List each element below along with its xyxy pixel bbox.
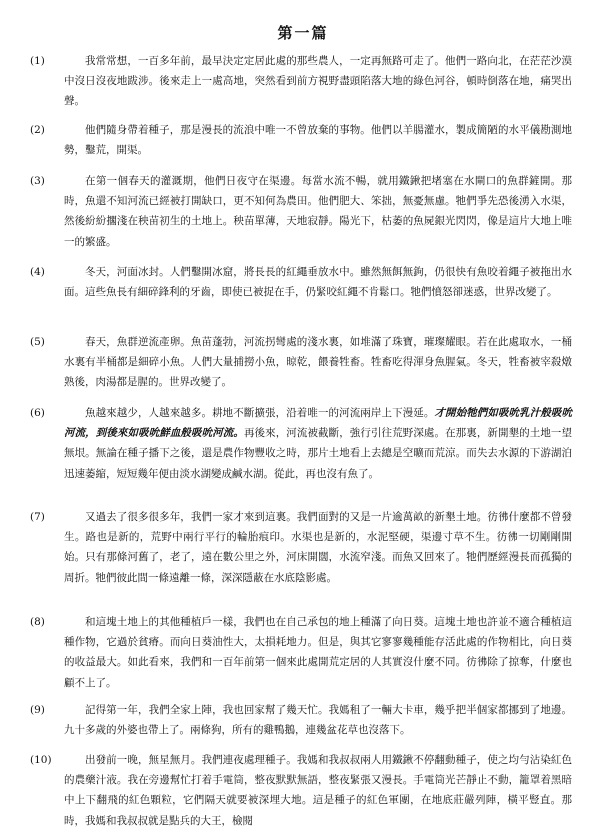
paragraph-number: (5) (30, 336, 45, 348)
paragraph-number: (1) (30, 55, 45, 67)
paragraph-text: 冬天，河面冰封。人們鑿開冰窟，將長長的紅繩垂放水中。雖然無餌無鉤，仍很快有魚咬着繩子被拖出水面。這些魚長有細碎鋒利的牙齒，即使已被捉在手，仍緊咬紅繩不肯鬆口。牠們憤怒卻迷惑，世界改變了。 (64, 266, 572, 299)
paragraph-text: 我常常想，一百多年前，最早決定定居此處的那些農人，一定再無路可走了。他們一路向北，在茫茫沙漠中沒日沒夜地跋涉。後來走上一處高地，突然看到前方視野盡頭陷落大地的綠色河谷，頓時倒落在地，痛哭出聲。 (64, 55, 572, 108)
paragraph-text: 記得第一年，我們全家上陣，我也回家幫了幾天忙。我媽租了一輛大卡車，幾乎把半個家都挪到了地邊。九十多歲的外婆也帶上了。兩條狗，所有的雞鴨鵝，連幾盆花草也沒落下。 (64, 704, 572, 737)
paragraph-text: 出發前一晚，無星無月。我們連夜處理種子。我媽和我叔叔兩人用鐵鍬不停翻動種子，使之均勻沾染紅色的農藥汁液。我在旁邊幫忙打着手電筒，整夜默默無語，整夜緊張又漫長。手電筒光芒靜止不動，籠罩着黑暗中上下翻飛的紅色顆粒，它們隔天就要被深埋大地。這是種子的紅色軍團，在地底莊嚴列陣，橫平豎直。那時，我媽和我叔叔就是點兵的大王，檢閱 (64, 754, 572, 827)
paragraph-number: (7) (30, 511, 45, 523)
paragraph-text (64, 403, 572, 484)
paragraph-text-plain: 魚越來越少，人越來越多。耕地不斷擴張，沿着唯一的河流兩岸上下漫延。 (85, 407, 435, 419)
paragraph-text: 他們隨身帶着種子，那是漫長的流浪中唯一不曾放棄的事物。他們以羊腸灌水，製成簡陋的水平儀勘測地勢，鑿荒，開渠。 (64, 124, 572, 157)
paragraph-text-plain: 再後來，河流被截斷，強行引往荒野深處。在那裏，新開墾的土地一望無垠。無論在種子播下之後，還是農作物豐收之時，那片土地看上去總是空曠而荒涼。而失去水源的下游湖泊迅速萎縮，短短幾年便由淡水湖變成鹹水湖。從此，再也沒有魚了。 (64, 427, 573, 480)
paragraph-text: 又過去了很多很多年，我們一家才來到這裏。我們面對的又是一片逾萬畝的新墾土地。彷彿什麼都不曾發生。路也是新的，荒野中兩行平行的輪胎痕印。水渠也是新的，水泥堅硬，渠邊寸草不生。彷彿一切剛剛開始。只有那條河舊了，老了，遠在數公里之外，河床開闊，水流窄淺。而魚又回來了。牠們歷經漫長而孤獨的周折。牠們彼此間一條遠離一條，深深隱蔽在水底陰影處。 (64, 511, 572, 584)
paragraph-number: (4) (30, 266, 45, 278)
emphasized-sentence: 才開始牠們如吸吮乳汁般吸吮河流，到後來如吸吮鮮血般吸吮河流。 (64, 407, 573, 440)
paragraph-number: (8) (30, 616, 45, 628)
paragraph-text: 和這塊土地上的其他種植戶一樣，我們也在自己承包的地上種滿了向日葵。這塊土地也許並不適合種植這種作物，它過於貧瘠。而向日葵油性大，太損耗地力。但是，與其它寥寥幾種能存活此處的作物相比，向日葵的收益最大。如此看來，我們和一百年前第一個來此處開荒定居的人其實沒什麼不同。彷彿除了掠奪，什麼也顧不上了。 (64, 616, 572, 689)
paragraph-number: (6) (30, 407, 45, 419)
paragraph-number: (2) (30, 124, 45, 136)
paragraph-number: (9) (30, 704, 45, 716)
paragraph-number: (3) (30, 175, 45, 187)
page-title: 第一篇 (277, 24, 329, 42)
paragraph-text: 在第一個春天的灌溉期，他們日夜守在渠邊。每當水流不暢，就用鐵鍬把堵塞在水閘口的魚群鏟開。那時，魚還不知河流已經被打開缺口，更不知何為農田。他們肥大、笨拙，無憂無慮。牠們爭先恐後湧入水渠，然後紛紛擱淺在秧苗初生的土地上。秧苗單薄，天地寂靜。陽光下，枯萎的魚屍銀光閃閃，像是這片大地上唯一的繁盛。 (64, 175, 572, 248)
paragraph-text: 春天，魚群逆流產卵。魚苗蓬勃，河流拐彎處的淺水裏，如堆滿了珠寶，璀璨耀眼。若在此處取水，一桶水裏有半桶都是細碎小魚。人們大量捕撈小魚，晾乾，餵養牲畜。牲畜吃得渾身魚腥氣。冬天，牲畜被宰殺燉熟後，肉湯都是腥的。世界改變了。 (64, 336, 572, 389)
paragraph-number: (10) (30, 754, 52, 766)
